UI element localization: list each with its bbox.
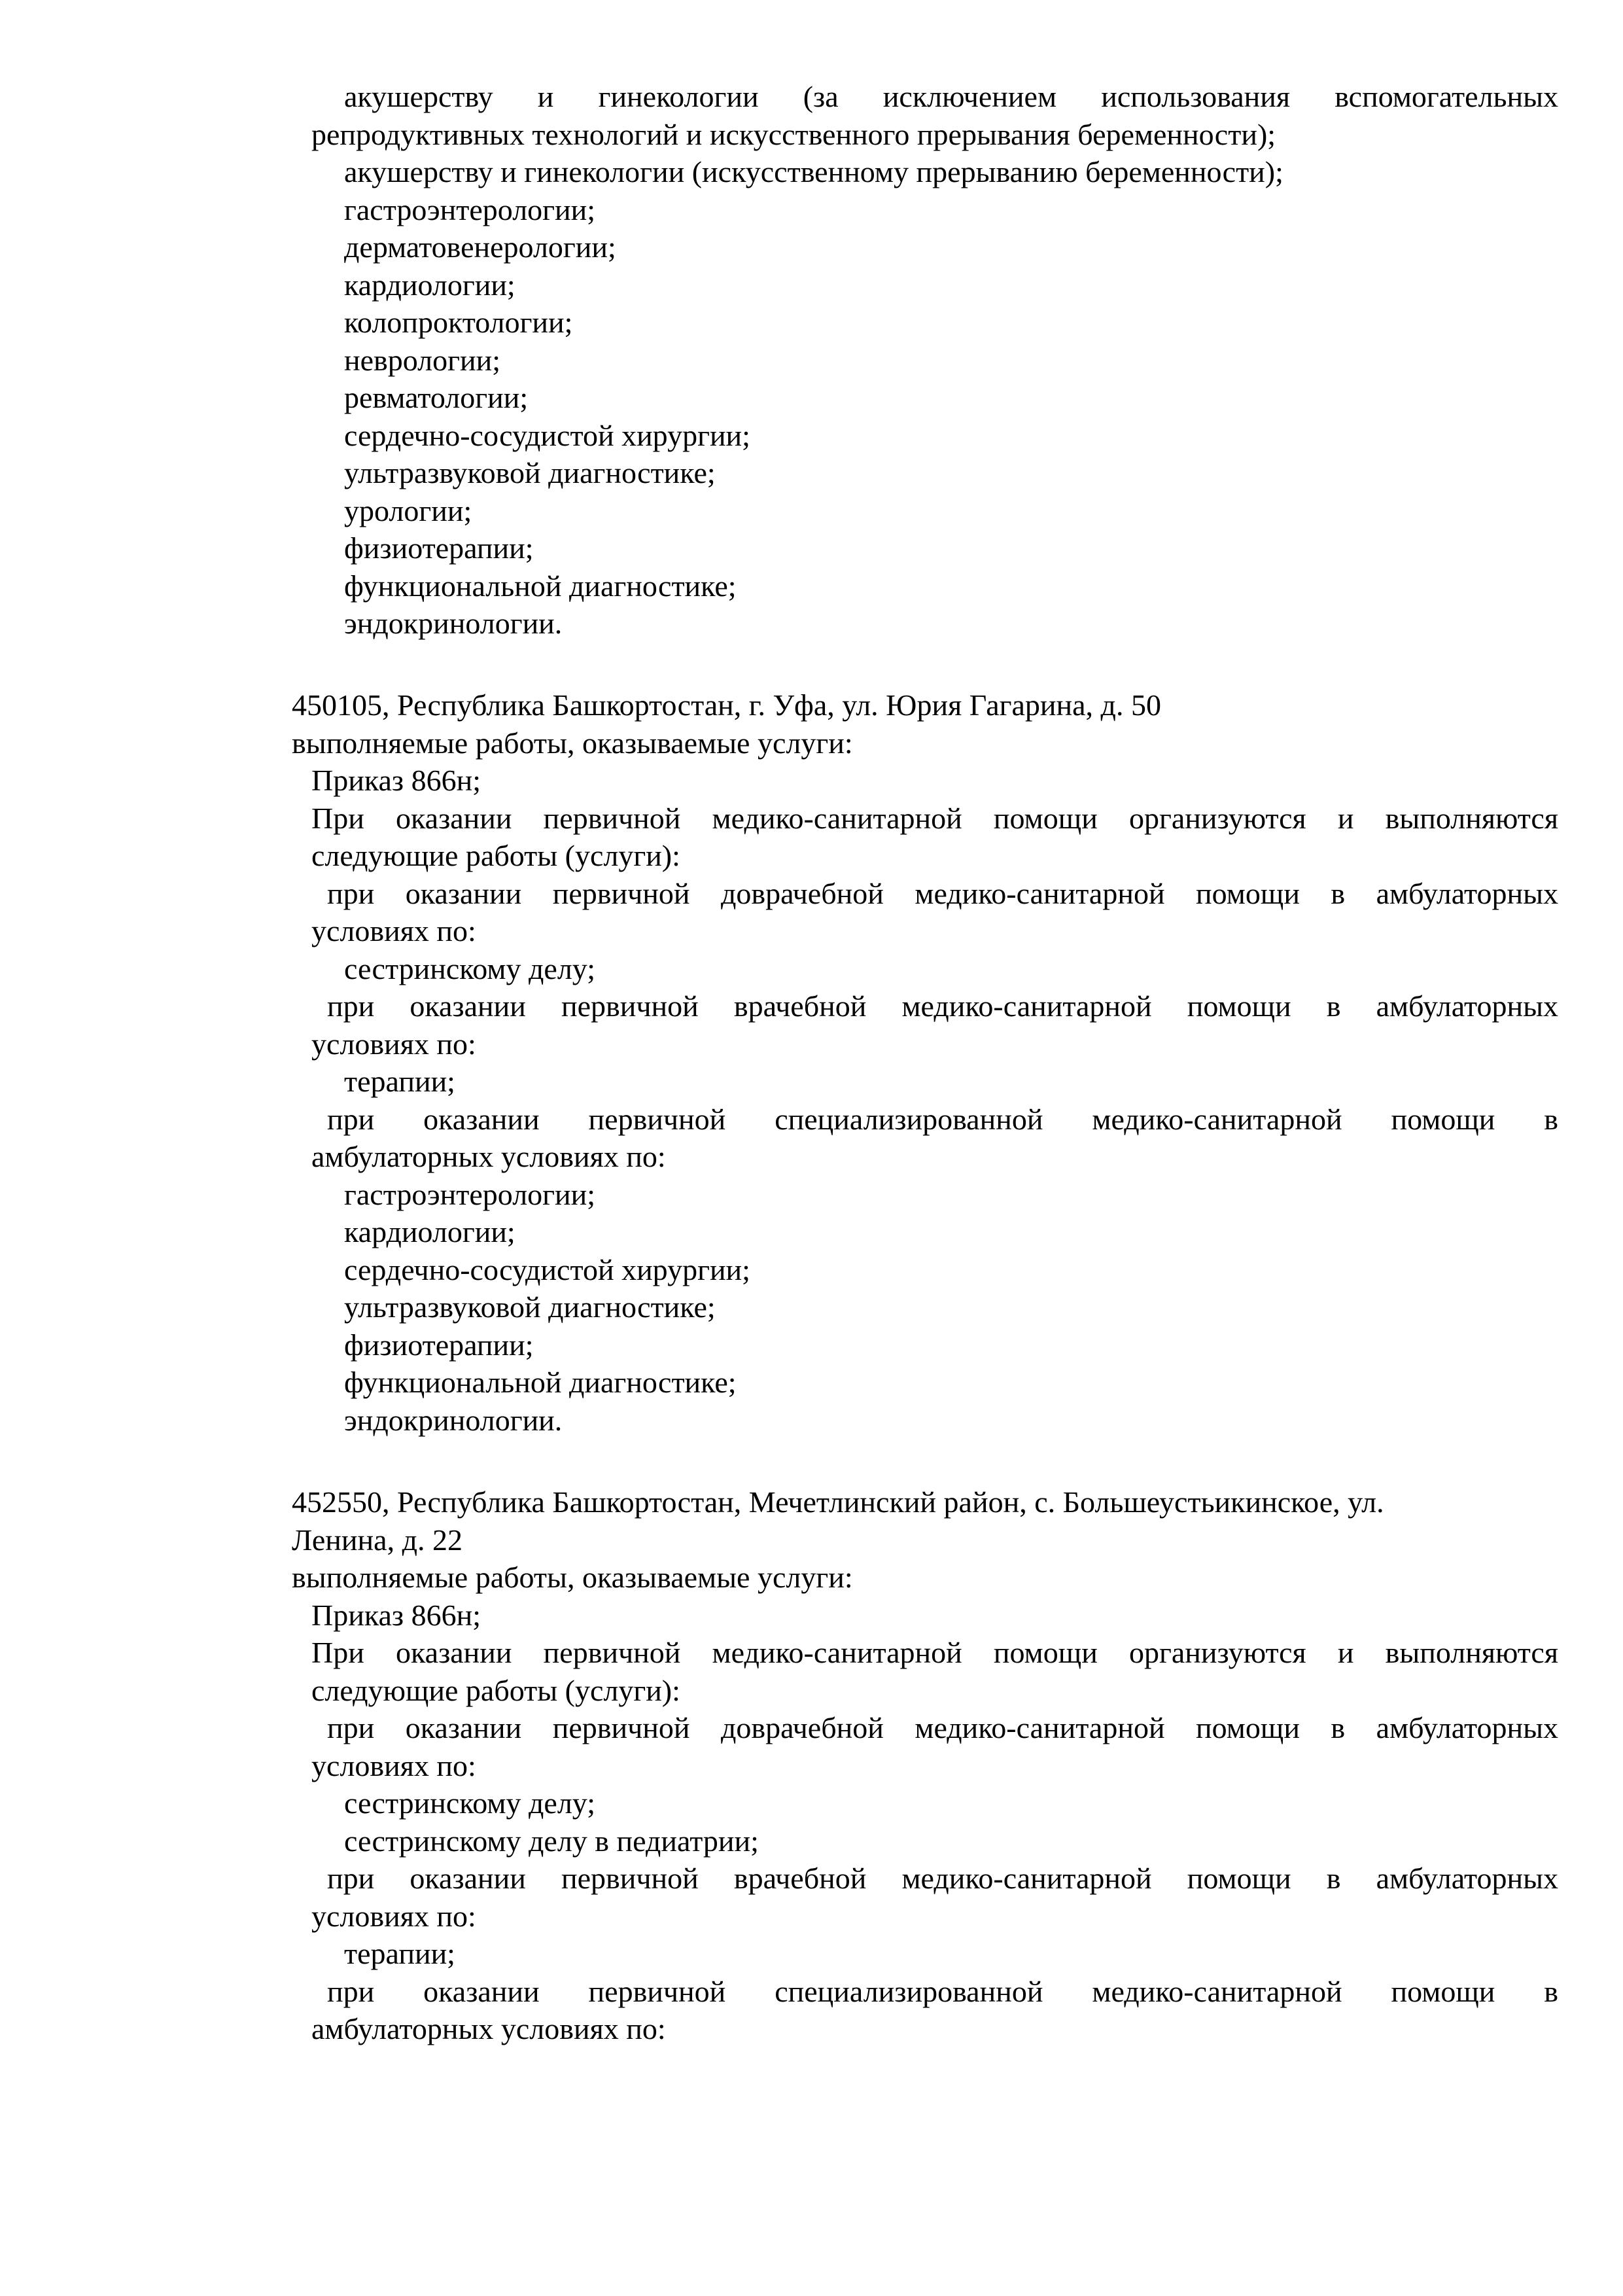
list-item: кардиологии; (344, 1215, 515, 1248)
order-line: Приказ 866н; (311, 764, 481, 797)
text-line: следующие работы (услуги): (311, 839, 680, 872)
list-item: неврологии; (344, 344, 500, 377)
text-line: репродуктивных технологий и искусственного прерывания беременности); (311, 118, 1276, 151)
list-item: урологии; (344, 494, 472, 527)
text-line: амбулаторных условиях по: (311, 1140, 666, 1173)
list-item: акушерству и гинекологии (искусственному прерыванию беременности); (344, 155, 1283, 188)
address-line: Ленина, д. 22 (292, 1523, 462, 1557)
text-line: при оказании первичной врачебной медико-санитарной помощи в амбулаторных (327, 1862, 1558, 1895)
text-line: акушерству и гинекологии (за исключением использования вспомогательных (344, 80, 1558, 113)
list-item: терапии; (344, 1937, 455, 1970)
text-line: амбулаторных условиях по: (311, 2012, 666, 2045)
works-label: выполняемые работы, оказываемые услуги: (292, 726, 853, 760)
list-item: физиотерапии; (344, 531, 534, 565)
list-item: терапии; (344, 1065, 455, 1098)
text-line: при оказании первичной доврачебной медико-санитарной помощи в амбулаторных (327, 1711, 1558, 1744)
list-item: сестринскому делу; (344, 952, 595, 985)
text-line: При оказании первичной медико-санитарной помощи организуются и выполняются (311, 802, 1558, 835)
address-line: 452550, Республика Башкортостан, Мечетлинский район, с. Большеустьикинское, ул. (292, 1485, 1384, 1519)
list-item: сестринскому делу; (344, 1786, 595, 1820)
list-item: функциональной диагностике; (344, 1366, 737, 1399)
text-line: условиях по: (311, 1749, 476, 1782)
list-item: эндокринологии. (344, 1404, 563, 1437)
list-item: гастроэнтерологии; (344, 1178, 596, 1211)
text-line: условиях по: (311, 1027, 476, 1061)
text-line: следующие работы (услуги): (311, 1674, 680, 1707)
list-item: эндокринологии. (344, 607, 563, 640)
list-item: ультразвуковой диагностике; (344, 1290, 716, 1324)
text-line: условиях по: (311, 914, 476, 947)
list-item: физиотерапии; (344, 1328, 534, 1362)
list-item: сердечно-сосудистой хирургии; (344, 1253, 750, 1286)
text-line: условиях по: (311, 1899, 476, 1933)
list-item: функциональной диагностике; (344, 569, 737, 603)
text-line: При оказании первичной медико-санитарной помощи организуются и выполняются (311, 1636, 1558, 1669)
list-item: сестринскому делу в педиатрии; (344, 1824, 759, 1858)
text-line: при оказании первичной врачебной медико-санитарной помощи в амбулаторных (327, 989, 1558, 1023)
list-item: кардиологии; (344, 268, 515, 302)
text-line: при оказании первичной специализированной медико-санитарной помощи в (327, 1103, 1558, 1136)
address-line: 450105, Республика Башкортостан, г. Уфа, ул. Юрия Гагарина, д. 50 (292, 688, 1161, 722)
order-line: Приказ 866н; (311, 1598, 481, 1632)
list-item: гастроэнтерологии; (344, 193, 596, 226)
list-item: ультразвуковой диагностике; (344, 456, 716, 489)
text-line: при оказании первичной специализированной медико-санитарной помощи в (327, 1975, 1558, 2008)
list-item: сердечно-сосудистой хирургии; (344, 419, 750, 452)
list-item: колопроктологии; (344, 306, 573, 339)
works-label: выполняемые работы, оказываемые услуги: (292, 1561, 853, 1594)
list-item: ревматологии; (344, 381, 529, 414)
text-line: при оказании первичной доврачебной медико-санитарной помощи в амбулаторных (327, 877, 1558, 910)
list-item: дерматовенерологии; (344, 230, 616, 264)
